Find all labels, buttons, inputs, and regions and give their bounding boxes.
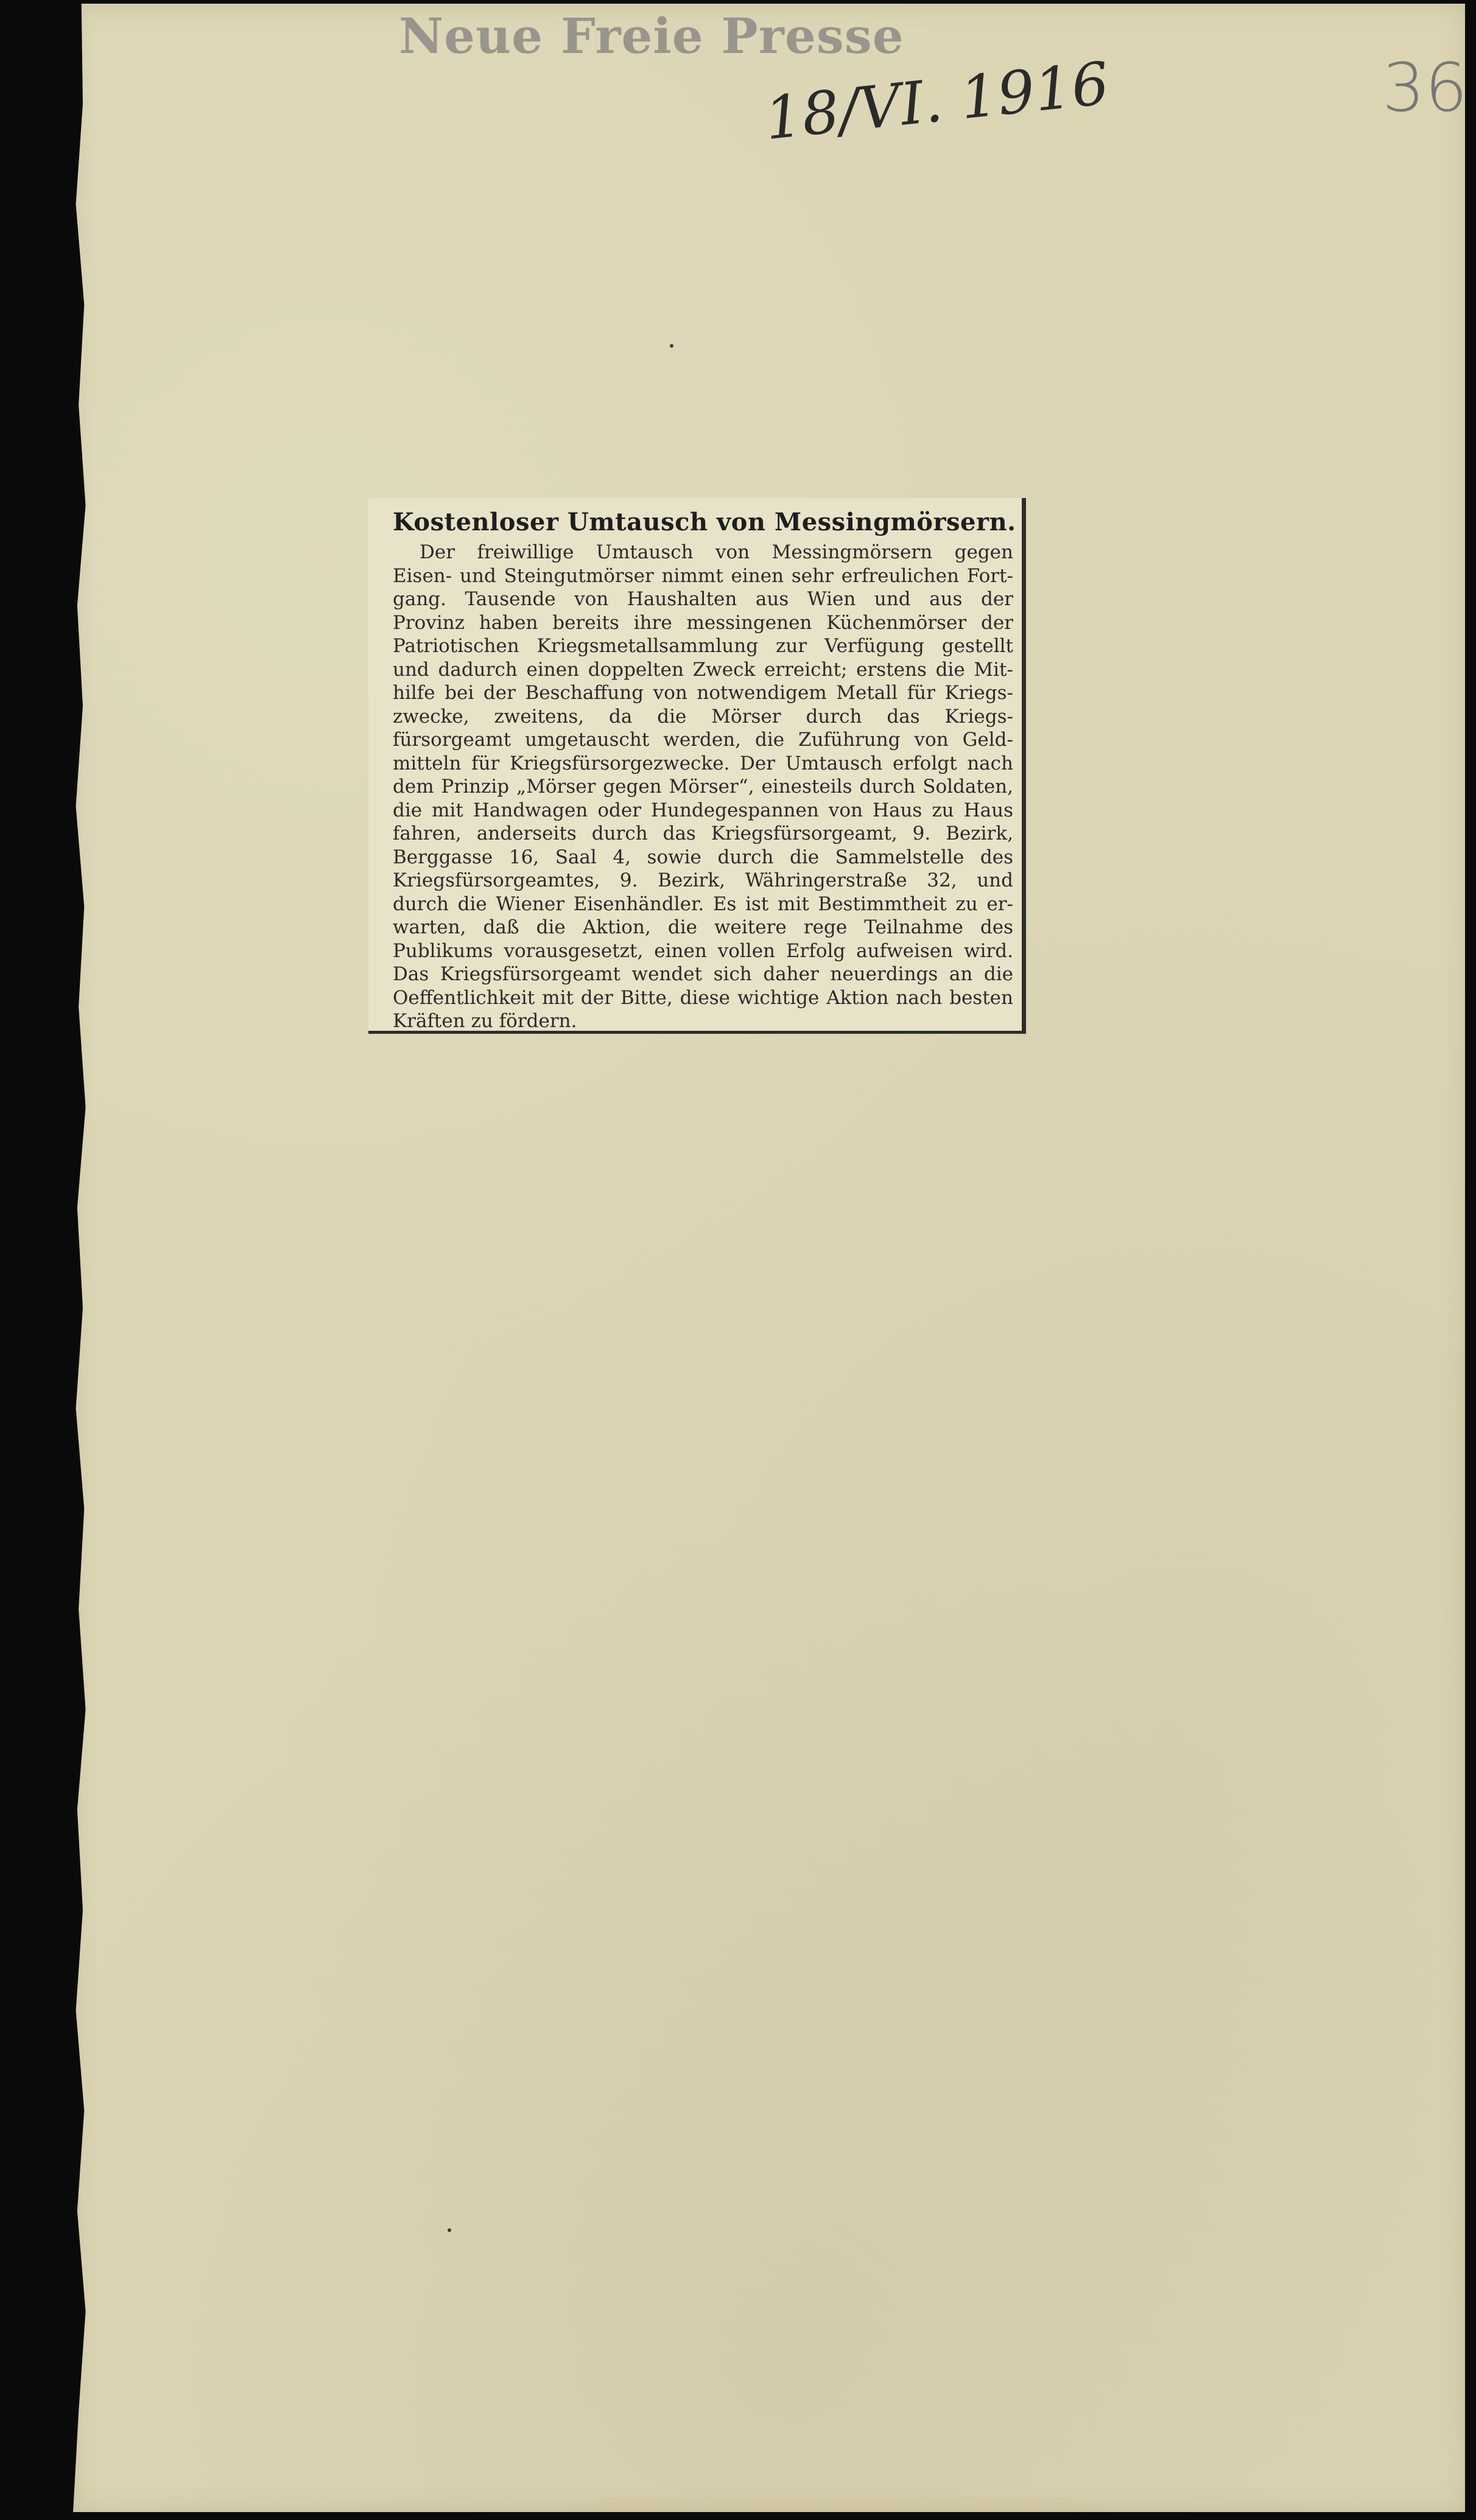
paper-speck <box>448 2228 451 2232</box>
article-line: mitteln für Kriegsfürsorgezwecke. Der Umtausch erfolgt nach <box>393 752 1013 774</box>
article-line: Berggasse 16, Saal 4, sowie durch die Sammelstelle des <box>393 846 1013 868</box>
article-body <box>393 541 1013 1033</box>
article-line: gang. Tausende von Haushalten aus Wien und aus der <box>393 588 1013 610</box>
article-line: zwecke, zweitens, da die Mörser durch das Kriegs- <box>393 705 1013 728</box>
article-line: warten, daß die Aktion, die weitere rege Teilnahme des <box>393 916 1013 938</box>
archive-sheet <box>73 4 1465 2512</box>
article-line: Patriotischen Kriegsmetallsammlung zur Verfügung gestellt <box>393 635 1013 657</box>
article-line: durch die Wiener Eisenhändler. Es ist mit Bestimmtheit zu er- <box>393 893 1013 915</box>
article-line: Provinz haben bereits ihre messingenen Küchenmörser der <box>393 611 1013 634</box>
article-line: Eisen- und Steingutmörser nimmt einen sehr erfreulichen Fort- <box>393 564 1013 587</box>
article-line: die mit Handwagen oder Hundegespannen von Haus zu Haus <box>393 799 1013 821</box>
article-line: Der freiwillige Umtausch von Messingmörsern gegen <box>420 541 1013 563</box>
page-number: 36 <box>1382 49 1467 127</box>
article-line: fürsorgeamt umgetauscht werden, die Zuführung von Geld- <box>393 729 1013 751</box>
newspaper-stamp: Neue Freie Presse <box>399 7 904 65</box>
paper-speck <box>670 344 673 348</box>
article-line: fahren, anderseits durch das Kriegsfürsorgeamt, 9. Bezirk, <box>393 823 1013 844</box>
handwritten-date: 18/VI. 1916 <box>761 49 1112 153</box>
article-line: und dadurch einen doppelten Zweck erreicht; erstens die Mit- <box>393 658 1013 681</box>
article-line: dem Prinzip „Mörser gegen Mörser“, einesteils durch Soldaten, <box>393 776 1013 798</box>
article-title: Kostenloser Umtausch von Messingmörsern. <box>393 508 1016 536</box>
article-line: Das Kriegsfürsorgeamt wendet sich daher neuerdings an die <box>393 963 1013 985</box>
newspaper-clipping <box>368 498 1026 1034</box>
article-line: Kriegsfürsorgeamtes, 9. Bezirk, Währingerstraße 32, und <box>393 869 1013 891</box>
article-line: Oeffentlichkeit mit der Bitte, diese wichtige Aktion nach besten <box>393 986 1013 1009</box>
article-line: Kräften zu fördern. <box>393 1010 577 1032</box>
article-line: Publikums vorausgesetzt, einen vollen Erfolg aufweisen wird. <box>393 939 1013 962</box>
article-line: hilfe bei der Beschaffung von notwendigem Metall für Kriegs- <box>393 682 1013 704</box>
